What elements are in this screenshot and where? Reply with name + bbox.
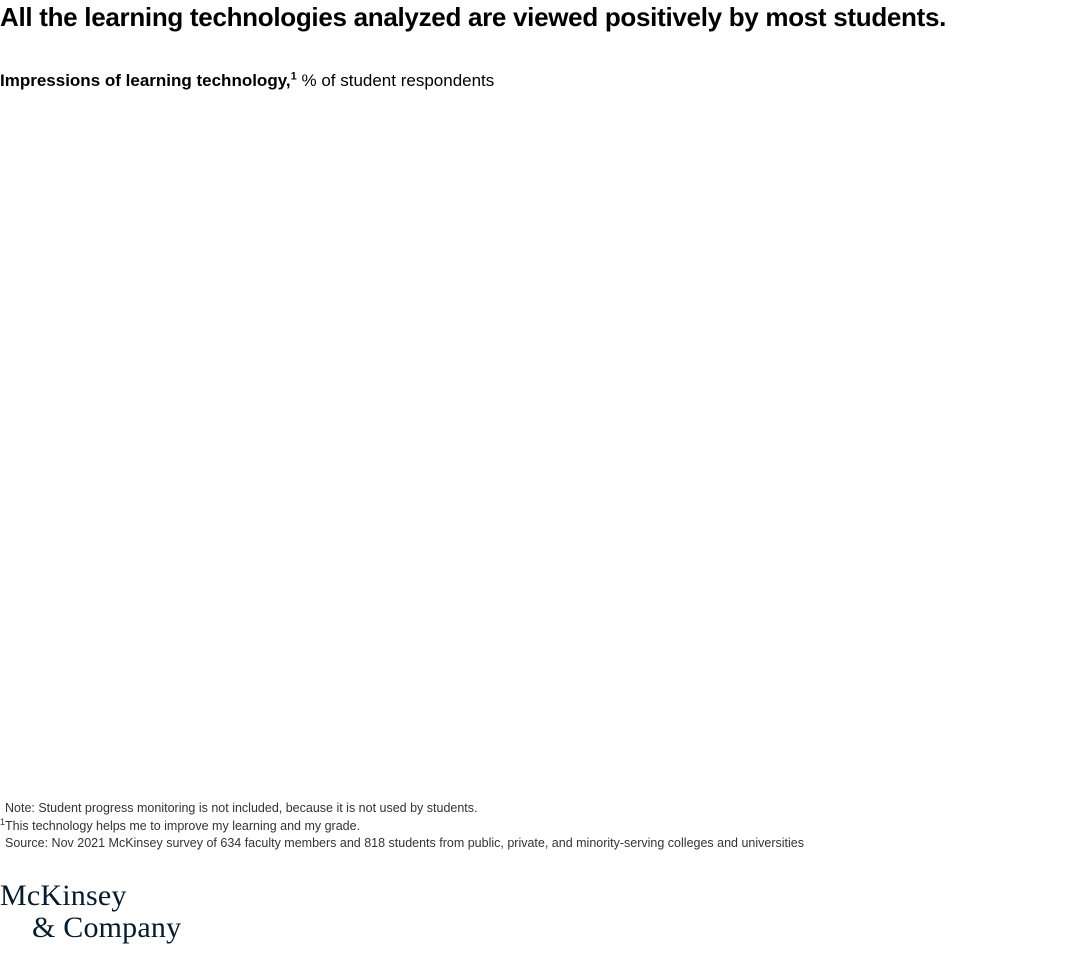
chart-subtitle-rest: % of student respondents — [301, 71, 495, 90]
logo-line-1: McKinsey — [0, 879, 127, 912]
chart-plot-area — [0, 110, 1060, 780]
page-headline: All the learning technologies analyzed are viewed positively by most students. — [0, 2, 947, 32]
logo-line-2: & Company — [32, 911, 182, 944]
mckinsey-logo — [0, 880, 300, 942]
footnotes-block — [0, 800, 1060, 853]
footnote-source: Source: Nov 2021 McKinsey survey of 634 faculty members and 818 students from public, private, and minority-serving colleges and universities — [5, 836, 804, 850]
footnote-1 — [0, 818, 1060, 836]
footnote-1-text: This technology helps me to improve my learning and my grade. — [5, 818, 361, 833]
footnote-1-marker: 1 — [0, 816, 6, 827]
chart-subtitle-footnote-marker: 1 — [290, 70, 297, 83]
footnote-note: Note: Student progress monitoring is not included, because it is not used by students. — [5, 801, 478, 815]
chart-subtitle — [0, 68, 1060, 94]
chart-subtitle-strong: Impressions of learning technology, — [0, 71, 291, 90]
